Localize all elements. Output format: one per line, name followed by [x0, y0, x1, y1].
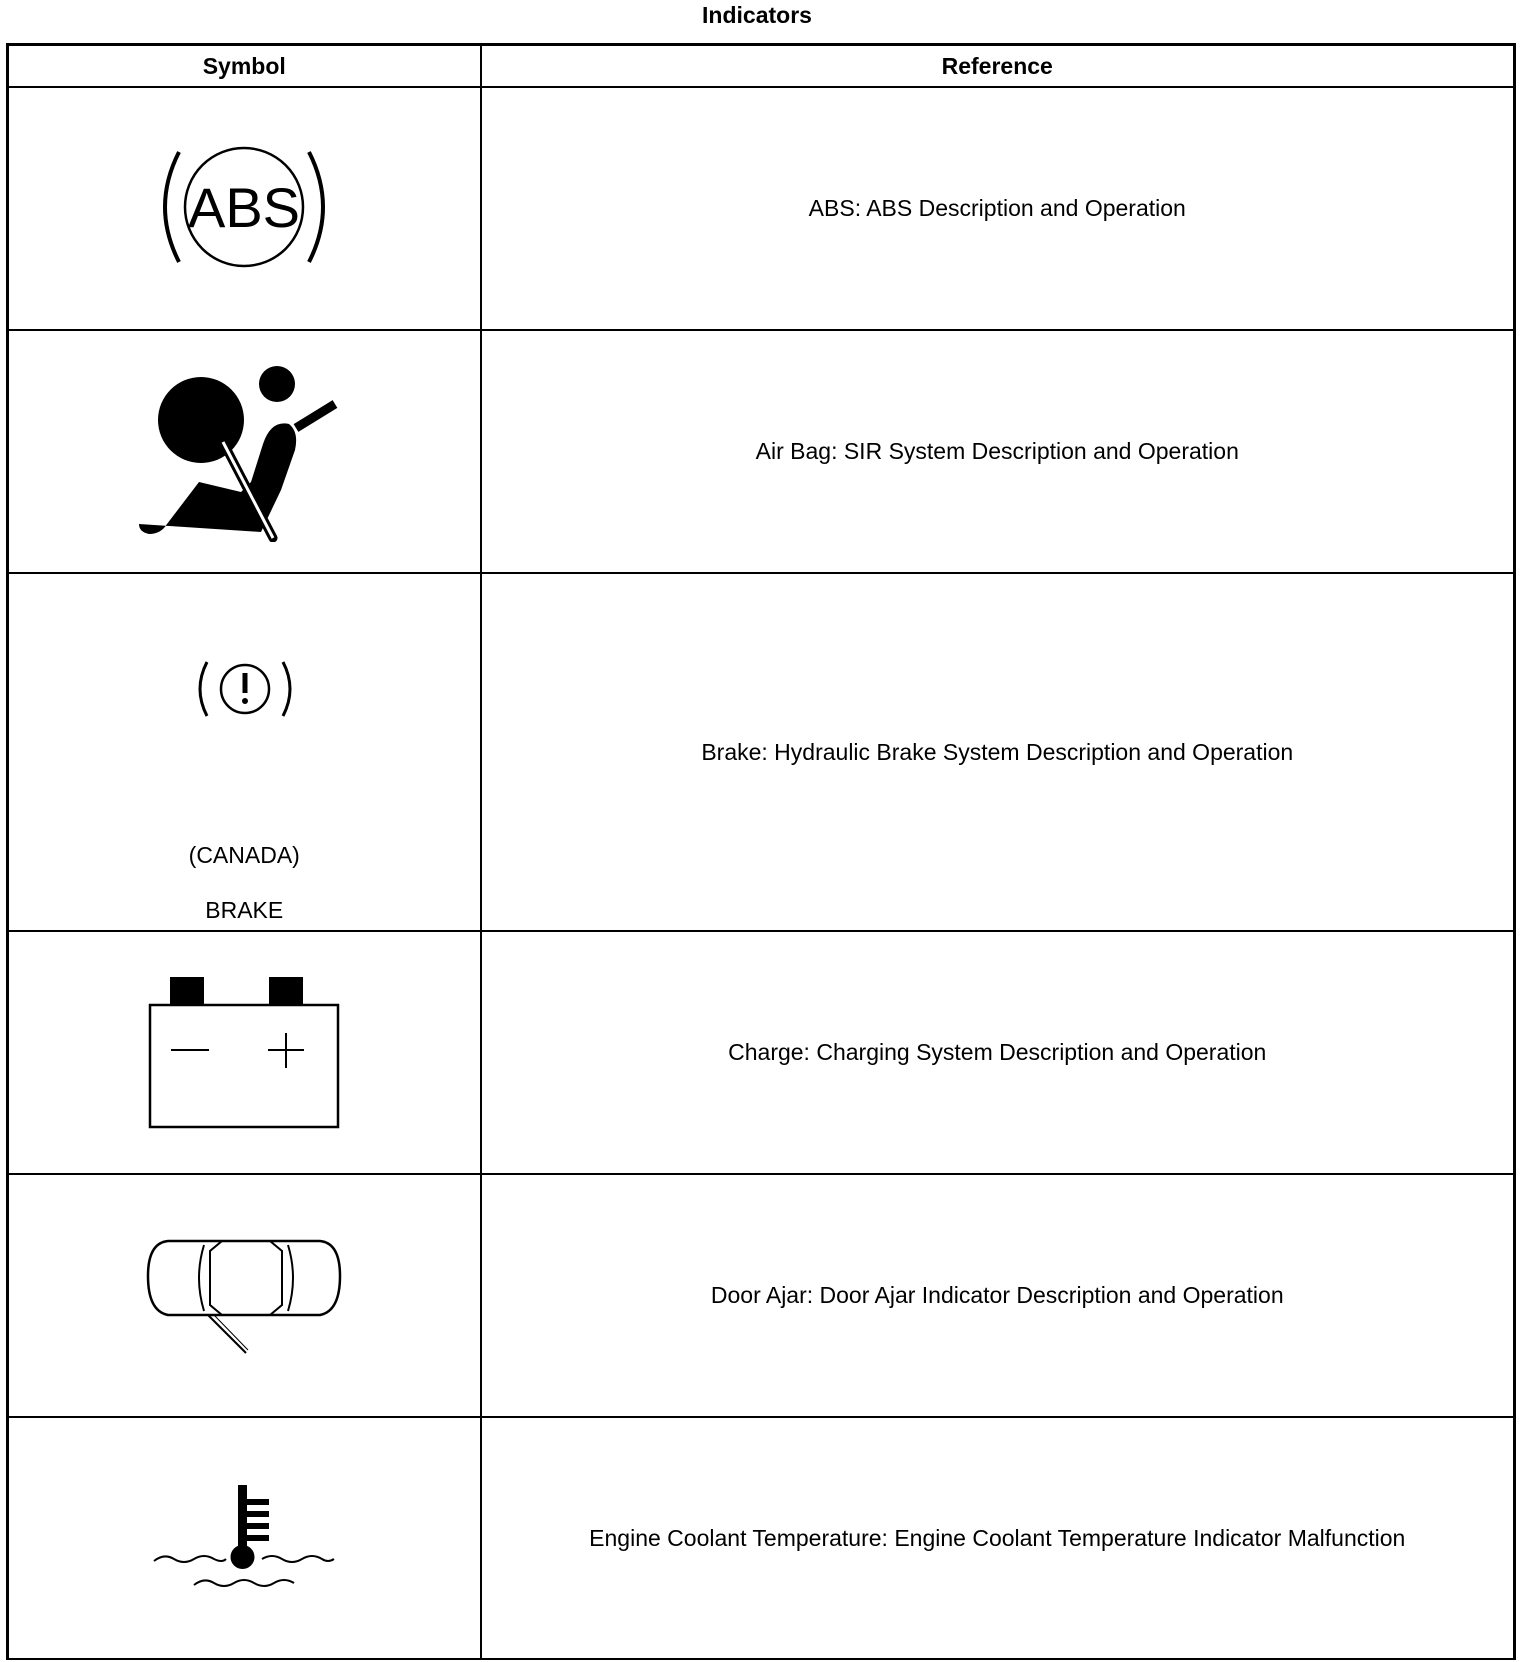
air-bag-icon [139, 362, 349, 542]
table-row [8, 931, 1515, 1174]
symbol-cell [8, 1174, 481, 1417]
table-row [8, 573, 1515, 931]
reference-cell: Charge: Charging System Description and Operation [481, 931, 1515, 1174]
symbol-cell [8, 573, 481, 931]
region-note: (CANADA) [188, 842, 300, 868]
reference-cell: ABS: ABS Description and Operation [481, 87, 1515, 330]
engine-coolant-temperature-icon [144, 1483, 344, 1593]
table-row [8, 87, 1515, 330]
reference-cell: Door Ajar: Door Ajar Indicator Description and Operation [481, 1174, 1515, 1417]
svg-text:ABS: ABS [188, 175, 301, 239]
table-row [8, 330, 1515, 573]
symbol-cell [8, 87, 481, 330]
table-row [8, 1174, 1515, 1417]
abs-warning-icon [159, 144, 329, 274]
symbol-cell [8, 1417, 481, 1659]
battery-icon [146, 973, 342, 1133]
brake-warning-icon [195, 658, 295, 720]
reference-cell: Air Bag: SIR System Description and Operation [481, 330, 1515, 573]
reference-cell: Brake: Hydraulic Brake System Description and Operation [481, 573, 1515, 931]
reference-cell: Engine Coolant Temperature: Engine Coolant Temperature Indicator Malfunction [481, 1417, 1515, 1659]
indicators-table [6, 43, 1516, 1660]
table-row [8, 1417, 1515, 1659]
symbol-cell [8, 330, 481, 573]
brake-label: BRAKE [205, 897, 284, 923]
reference-column-header: Reference [481, 45, 1515, 88]
symbol-cell [8, 931, 481, 1174]
symbol-column-header: Symbol [8, 45, 481, 88]
door-ajar-icon [144, 1231, 344, 1361]
page-title: Indicators [702, 2, 812, 28]
table-header-row [8, 45, 1515, 88]
